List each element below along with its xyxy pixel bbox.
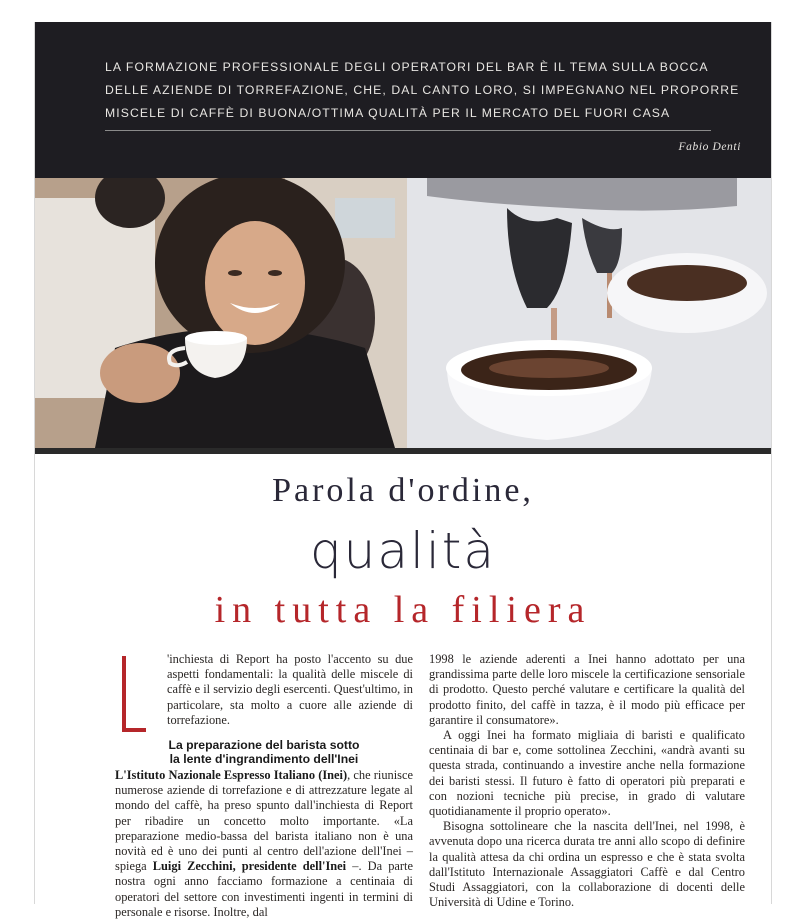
article-column-left	[115, 652, 413, 920]
subheading-line-1: La preparazione del barista sotto	[168, 738, 360, 753]
banner-divider	[105, 130, 711, 131]
zecchini-name: Luigi Zecchini, presidente dell'Inei	[152, 859, 347, 874]
magazine-page	[34, 22, 772, 919]
photo-espresso-pour	[407, 178, 771, 448]
section-subheading	[115, 738, 413, 766]
paragraph-history: Bisogna sottolineare che la nascita dell'Inei, nel 1998, è avvenuta dopo una ricerca durata tre anni allo scopo di definire la qualità attesa da chi ordina un espresso e che è stata svolta dall'Istituto Internazionale Assaggiatori Caffè e dal Centro Studi Assaggiatori, con la collaborazione di docenti delle Università di Udine e Torino.	[429, 819, 745, 910]
paragraph-certification: 1998 le aziende aderenti a Inei hanno adottato per una grandissima parte delle loro miscele la certificazione sensoriale di prodotto. Questo perché valutare e certificare la qualità del prodotto finito, del caffè in tazza, è il modo più efficace per garantire il consumatore».	[429, 652, 745, 727]
intro-banner	[35, 22, 771, 178]
paragraph-intro: 'inchiesta di Report ha posto l'accento su due aspetti fondamentali: la qualità delle miscele di caffè e il servizio degli esercenti. Quest'ultimo, in particolare, sta molto a cuore alle aziende di torrefazione.	[167, 652, 413, 727]
inei-name: L'Istituto Nazionale Espresso Italiano (Inei)	[115, 768, 348, 783]
intro-text: LA FORMAZIONE PROFESSIONALE DEGLI OPERATORI DEL BAR È IL TEMA SULLA BOCCA DELLE AZIENDE DI TORREFAZIONE, CHE, DAL CANTO LORO, SI IMPEGNANO NEL PROPORRE MISCELE DI CAFFÈ DI BUONA/OTTIMA QUALITÀ PER IL MERCATO DEL FUORI CASA	[105, 60, 740, 120]
article-column-right	[429, 652, 745, 910]
subheading-line-2: la lente d'ingrandimento dell'Inei	[169, 752, 359, 767]
headline-line-1: Parola d'ordine,	[272, 472, 534, 509]
paragraph-inei-end: –. Da parte nostra ogni anno facciamo formazione a centinaia di operatori del settore con investimenti ingenti in termini di personale e risorse. Inoltre, dal	[115, 859, 413, 919]
photo-bottom-border	[35, 448, 771, 454]
paragraph-inei-text: , che riunisce numerose aziende di torrefazione e di attrezzature legate al mondo del caffè, ha preso spunto dall'inchiesta di Report per ribadire un concetto molto importante. «La preparazione medio-bassa del barista italiano non è una novità ed è uno dei punti al centro dell'azione dell'Inei – spiega	[115, 768, 413, 874]
author-byline: Fabio Denti	[678, 141, 741, 153]
paragraph-training: A oggi Inei ha formato migliaia di baristi e qualificato centinaia di bar e, come sottolinea Zecchini, «andrà avanti su questa strada, continuando a investire anche nella formazione dei baristi stessi. Il futuro è fatto di operatori più preparati e con nozioni tecniche più precise, in grado di valutare quotidianamente il proprio operato».	[429, 728, 745, 819]
paragraph-inei	[115, 768, 413, 920]
photo-espresso-illustration	[407, 178, 771, 448]
drop-cap-l	[114, 656, 140, 734]
headline-line-3: in tutta la filiera	[214, 589, 592, 631]
photo-woman-with-coffee	[35, 178, 407, 448]
photo-woman-illustration	[35, 178, 407, 448]
headline-line-2: qualità	[309, 522, 497, 580]
